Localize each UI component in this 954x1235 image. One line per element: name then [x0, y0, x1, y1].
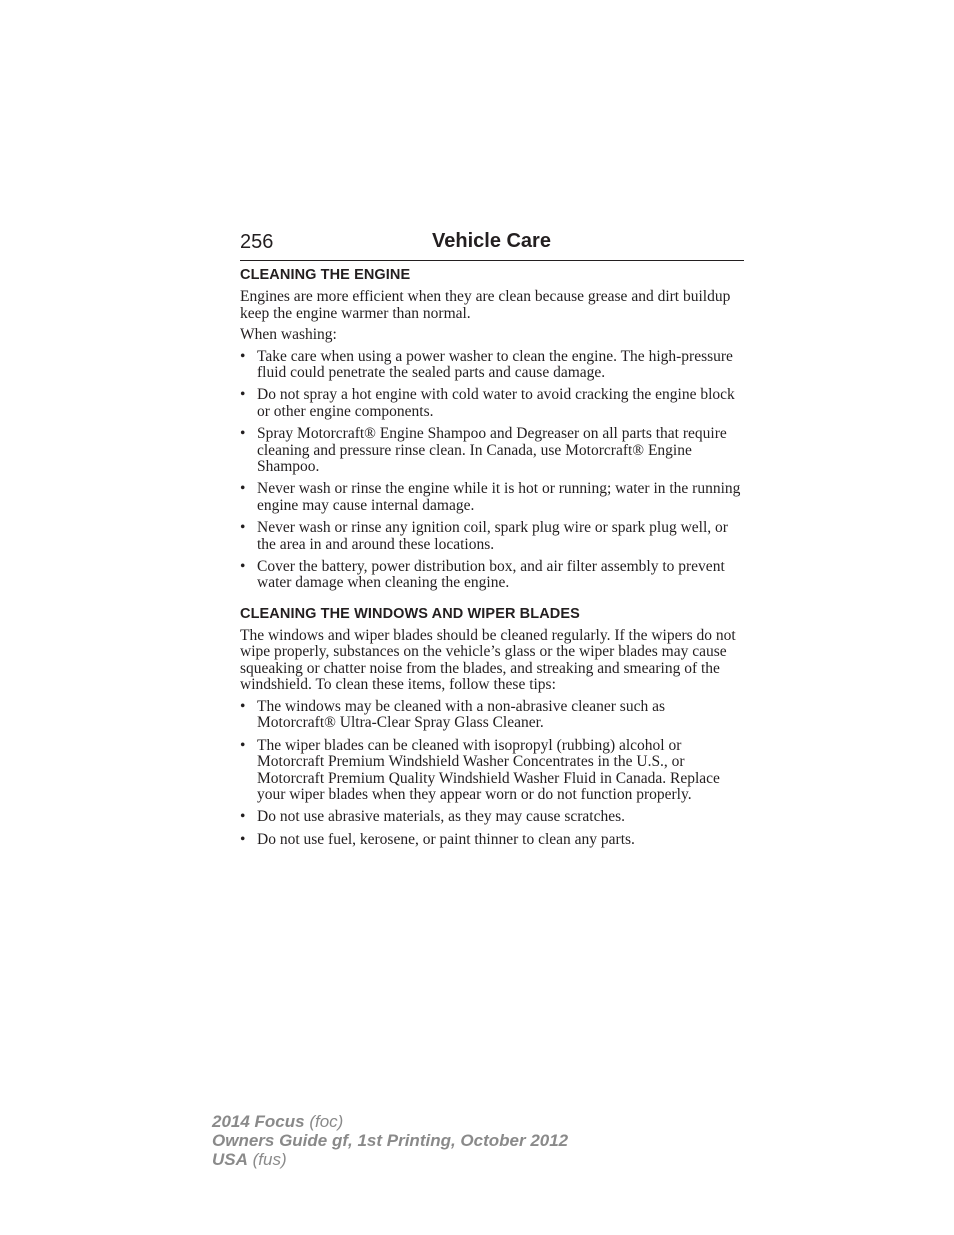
list-item-text: Never wash or rinse the engine while it is hot or running; water in the running engine may cause internal damage. [257, 480, 741, 515]
page-header [240, 228, 744, 261]
page-number: 256 [240, 231, 274, 253]
bullet-icon: • [240, 519, 246, 537]
bullet-icon: • [240, 736, 246, 754]
paragraph: Engines are more efficient when they are clean because grease and dirt buildup keep the engine warmer than normal. [240, 288, 731, 322]
list-item-text: The windows may be cleaned with a non-abrasive cleaner such as Motorcraft® Ultra-Clear Spray Glass Cleaner. [257, 697, 666, 732]
list-item [240, 481, 744, 514]
footer-region-code: (fus) [252, 1150, 287, 1169]
list-item [240, 387, 744, 420]
list-item-text: Take care when using a power washer to clean the engine. The high-pressure fluid could penetrate the sealed parts and cause damage. [257, 347, 733, 382]
footer-model: 2014 Focus [212, 1112, 305, 1131]
list-item-text: Never wash or rinse any ignition coil, spark plug wire or spark plug well, or the area in and around these locations. [257, 519, 728, 553]
footer-line-model [212, 1112, 568, 1131]
chapter-title: Vehicle Care [432, 230, 551, 252]
list-item-text: Do not use abrasive materials, as they may cause scratches. [257, 808, 625, 826]
footer-line-region [212, 1150, 568, 1169]
footer-model-code: (foc) [309, 1112, 344, 1131]
list-item-text: Do not use fuel, kerosene, or paint thinner to clean any parts. [257, 830, 635, 848]
page-content [240, 266, 744, 854]
bullet-icon: • [240, 386, 246, 404]
bullet-icon: • [240, 425, 246, 443]
footer-printing: Owners Guide gf, 1st Printing, October 2012 [212, 1131, 569, 1150]
list-item [240, 559, 744, 592]
list-item [240, 738, 744, 804]
bullet-list [240, 349, 744, 592]
list-item-text: The wiper blades can be cleaned with isopropyl (rubbing) alcohol or Motorcraft Premium Windshield Washer Concentrates in the U.S., or Motorcraft Premium Quality Windshield Washer Fluid in Canada. Replace your wiper blades when they appear worn or do not function properly. [257, 736, 720, 804]
list-item-text: Spray Motorcraft® Engine Shampoo and Degreaser on all parts that require cleaning and pressure rinse clean. In Canada, use Motorcraft® Engine Shampoo. [257, 425, 727, 476]
paragraph: When washing: [240, 326, 337, 344]
section-heading: CLEANING THE ENGINE [240, 267, 411, 283]
bullet-list [240, 699, 744, 848]
list-item [240, 809, 744, 826]
list-item [240, 520, 744, 553]
section-cleaning-engine [240, 266, 744, 592]
section-cleaning-windows [240, 605, 744, 849]
bullet-icon: • [240, 347, 246, 365]
section-heading: CLEANING THE WINDOWS AND WIPER BLADES [240, 605, 580, 622]
list-item [240, 349, 744, 382]
bullet-icon: • [240, 697, 246, 715]
list-item [240, 832, 744, 849]
bullet-icon: • [240, 557, 246, 575]
paragraph: The windows and wiper blades should be cleaned regularly. If the wipers do not wipe properly, substances on the vehicle’s glass or the wiper blades may cause squeaking or chatter noise from the blades, and streaking and smearing of the windshield. To clean these items, follow these tips: [240, 626, 736, 694]
bullet-icon: • [240, 830, 246, 848]
bullet-icon: • [240, 808, 246, 826]
list-item-text: Do not spray a hot engine with cold water to avoid cracking the engine block or other engine components. [257, 386, 735, 421]
list-item [240, 699, 744, 732]
page-footer [212, 1112, 568, 1169]
list-item [240, 426, 744, 476]
footer-region: USA [212, 1150, 248, 1169]
list-item-text: Cover the battery, power distribution box, and air filter assembly to prevent water damage when cleaning the engine. [257, 557, 725, 592]
bullet-icon: • [240, 480, 246, 498]
